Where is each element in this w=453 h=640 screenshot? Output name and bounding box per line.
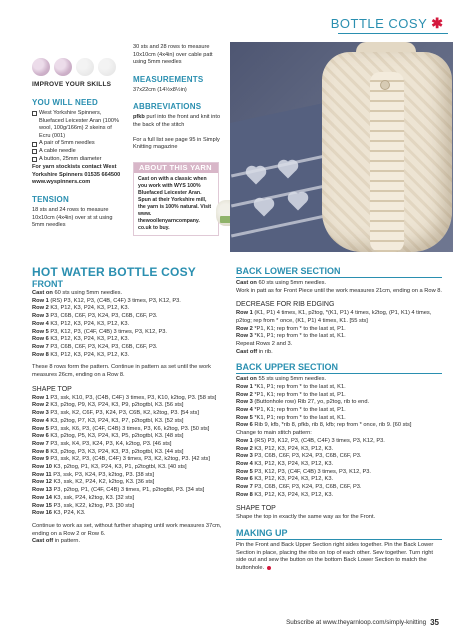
row-label: Row 12: [32, 479, 52, 486]
row-label: Row 3: [32, 313, 49, 320]
row-text: (RS) P3, K12, P3, (C4B, C4F) 3 times, P3, K12, P3.: [252, 437, 385, 444]
row-text: K3, ssk, P24, k2tog, K3. [32 sts]: [51, 494, 135, 501]
row-text: P3, C6B, C6F, P3, K24, P3, C6B, C6F, P3.: [48, 313, 158, 320]
page-footer: [286, 618, 439, 627]
about-yarn-title: ABOUT THIS YARN: [134, 163, 218, 173]
measurements-text: 37x22cm (14½x8½in): [133, 86, 187, 93]
back-upper-rows: [236, 376, 442, 430]
front-shape-title: SHAPE TOP: [32, 385, 72, 393]
pattern-row: [236, 438, 442, 446]
row-label: Row 4: [32, 320, 49, 327]
pattern-row: [32, 329, 230, 337]
subscribe-link[interactable]: Subscribe at www.theyarnloop.com/simply-knitting: [286, 619, 427, 626]
about-yarn-text: Cast on with a classic when you work with WYS 100% Bluefaced Leicester Aran. Spun at their Yorkshire mill, the yarn is 100% natural. Visit www. thewoollenyarncompany. co.uk to buy.: [138, 175, 212, 231]
pattern-row: [236, 469, 442, 477]
header-title: BOTTLE COSY: [330, 15, 428, 31]
pattern-row: [236, 461, 442, 469]
pattern-row: [32, 426, 230, 434]
page-number: 35: [430, 618, 439, 627]
row-label: Row 8: [32, 351, 49, 358]
pattern-row: [32, 441, 230, 449]
row-text: P3, ssk, K22, k2tog, P3. [30 sts]: [51, 502, 135, 509]
row-label: Row 2: [32, 402, 49, 409]
checkbox-icon: [32, 111, 37, 116]
need-item-text: West Yorkshire Spinners, Bluefaced Leicester Aran (100% wool, 100g/166m) 2 skeins of Ecru (001): [39, 110, 119, 139]
pattern-row: [236, 453, 442, 461]
row-text: K3, p2tog, P7, K3, P24, K3, P7, p2togtbl, K3. [52 sts]: [48, 417, 184, 424]
abbreviation-pfkb: pfkb purl into the front and knit into the back of the stitch: [133, 114, 221, 128]
row-label: Row 1: [32, 297, 49, 304]
pattern-row: [32, 395, 230, 403]
row-text: P3, ssk, K2, P3, (C4B, C4F) 3 times, P3, K2, k2tog, P3. [42 sts]: [48, 456, 210, 463]
row-label: Row 15: [32, 502, 52, 509]
pattern-row: [236, 492, 442, 500]
row-label: Row 2: [236, 325, 253, 332]
skill-dot-icon: [54, 58, 72, 76]
pattern-row: [32, 487, 230, 495]
back-column: [236, 266, 442, 573]
button-icon: [380, 80, 390, 90]
row-text: K3, P12, K3, P24, K3, P12, K3.: [48, 336, 130, 343]
pattern-row: [236, 384, 442, 392]
middle-column: [133, 44, 225, 236]
pattern-row: [236, 446, 442, 454]
back-upper-pattern-rows: [236, 438, 442, 500]
row-text: K3, P12, K3, P24, K3, P12, K3.: [252, 476, 334, 483]
row-label: Cast on: [236, 279, 257, 286]
pattern-row: [236, 476, 442, 484]
pattern-row: [32, 464, 230, 472]
row-label: Row 3: [32, 410, 49, 417]
pattern-row: [236, 310, 442, 325]
pattern-row: [236, 422, 442, 430]
row-text: (Buttonhole row) Rib 27, yo, p2tog, rib to end.: [252, 399, 370, 406]
row-text: K3, P12, K3, P24, K3, P12, K3.: [252, 460, 334, 467]
need-item-text: A cable needle: [39, 147, 76, 154]
back-upper-title: BACK UPPER SECTION: [236, 362, 339, 373]
pattern-row: [32, 433, 230, 441]
need-title: YOU WILL NEED: [32, 98, 99, 107]
back-lower-work-text: Work in patt as for Front Piece until the work measures 21cm, ending on a Row 8.: [236, 287, 443, 294]
decrease-title: DECREASE FOR RIB EDGING: [236, 301, 335, 309]
row-text: K3, p2tog, P5, K3, P24, K3, P5, p2togtbl, K3. [48 sts]: [48, 433, 184, 440]
skill-dot-icon: [98, 58, 116, 76]
row-text: K3, P12, K3, P24, K3, P12, K3.: [48, 320, 130, 327]
pattern-row: [32, 305, 230, 313]
row-text: 60 sts using 5mm needles.: [52, 290, 123, 296]
pattern-row: [32, 298, 230, 306]
row-text: K3, ssk, K2, P24, K2, k2tog, K3. [36 sts]: [51, 479, 155, 486]
row-label: Row 4: [236, 460, 253, 467]
pattern-row: [32, 352, 230, 360]
row-label: Row 1: [236, 310, 253, 317]
section-rule: [236, 277, 442, 278]
back-lower-cast-off: Cast off in rib.: [236, 348, 273, 355]
need-item: [32, 140, 124, 148]
pattern-row: [32, 321, 230, 329]
about-yarn-box: [133, 162, 219, 236]
pattern-row: [236, 326, 442, 334]
row-label: Row 5: [236, 414, 253, 421]
row-label: Row 4: [32, 417, 49, 424]
back-lower-rows: [236, 280, 442, 288]
row-text: (K1, P1) 4 times, K1, p2tog, *(K1, P1) 4 times, k2tog, (P1, K1) 4 times, p2tog; rep from * once, (K1, P1) 4 times, K1. [55 sts]: [236, 310, 432, 324]
making-up-text: Pin the Front and Back Upper Section right sides together. Pin the Back Lower Section in place, placing the ribs on top of each other. Sew together. Turn right side out and sew the button on the bottom Back Lower Section to match the buttonhole.: [236, 541, 434, 572]
row-label: Row 6: [32, 433, 49, 440]
row-text: 60 sts using 5mm needles.: [256, 279, 327, 286]
skills-level: [32, 58, 124, 88]
star-icon: ✱: [431, 14, 443, 31]
row-text: K3, p2tog, P1, K3, P24, K3, P1, p2togtbl, K3. [40 sts]: [51, 464, 187, 471]
pattern-row: [32, 503, 230, 511]
checkbox-icon: [32, 142, 37, 147]
pattern-row: [32, 472, 230, 480]
row-label: Row 5: [32, 425, 49, 432]
row-label: Row 16: [32, 510, 52, 517]
tension-title: TENSION: [32, 194, 69, 204]
pattern-row: [32, 410, 230, 418]
full-list-note: For a full list see page 95 in Simply Knitting magazine: [133, 136, 220, 151]
pattern-row: [236, 280, 442, 288]
row-text: K3, p2tog, P9, K3, P24, K3, P9, p2togtbl, K3. [56 sts]: [48, 402, 184, 409]
row-text: P3, C6B, C6F, P3, K24, P3, C6B, C6F, P3.: [252, 453, 362, 460]
row-label: Row 6: [236, 422, 253, 429]
checkbox-icon: [32, 149, 37, 154]
row-label: Row 8: [236, 491, 253, 498]
row-label: Row 8: [32, 448, 49, 455]
back-lower-repeat: Repeat Rows 2 and 3.: [236, 341, 293, 348]
row-text: P3, C6B, C6F, P3, K24, P3, C6B, C6F, P3.: [48, 343, 158, 350]
end-mark-icon: [267, 566, 271, 570]
row-text: *K1, P1; rep from * to the last st, K1.: [252, 414, 346, 421]
row-text: P3, K12, P3, (C4F, C4B) 3 times, P3, K12, P3.: [48, 328, 167, 335]
pattern-row: [236, 376, 442, 384]
row-label: Cast on: [236, 376, 257, 383]
row-label: Row 6: [236, 476, 253, 483]
pattern-row: [32, 449, 230, 457]
row-label: Row 1: [236, 437, 253, 444]
front-title-block: [32, 266, 232, 289]
checkbox-icon: [32, 157, 37, 162]
row-text: *P1, K1; rep from * to the last st, P1.: [252, 325, 346, 332]
pattern-row: [236, 399, 442, 407]
row-label: Row 6: [32, 336, 49, 343]
row-text: (RS) P3, K12, P3, (C4B, C4F) 3 times, P3, K12, P3.: [48, 297, 181, 304]
need-item-text: A pair of 5mm needles: [39, 140, 95, 147]
row-label: Row 14: [32, 494, 52, 501]
row-text: P3, p2tog, P1, (C4F, C4B) 3 times, P1, p2togtbl, P3. [34 sts]: [51, 487, 205, 494]
row-text: P3, ssk, K10, P3, (C4B, C4F) 3 times, P3, K10, k2tog, P3. [58 sts]: [48, 394, 217, 401]
pattern-row: [32, 495, 230, 503]
pattern-row: [32, 479, 230, 487]
front-subtitle: FRONT: [32, 279, 63, 289]
pattern-row: [32, 418, 230, 426]
front-repeat-text: These 8 rows form the pattern. Continue in pattern as set until the work measures 26cm, ending on a Row 8.: [32, 364, 211, 379]
pattern-title: HOT WATER BOTTLE COSY: [32, 265, 196, 279]
skill-dot-icon: [32, 58, 50, 76]
row-label: Row 3: [236, 453, 253, 460]
row-label: Row 13: [32, 487, 52, 494]
making-up-title: MAKING UP: [236, 528, 288, 539]
skill-dot-icon: [76, 58, 94, 76]
header-rule: [338, 33, 448, 34]
row-text: P3, C6B, C6F, P3, K24, P3, C6B, C6F, P3.: [252, 484, 362, 491]
row-label: Row 3: [236, 399, 253, 406]
tension-text: 18 sts and 24 rows to measure 10x10cm (4x4in) over st st using 5mm needles: [32, 206, 113, 229]
row-text: K3, P24, K3.: [51, 510, 86, 517]
row-label: Row 7: [32, 343, 49, 350]
front-intro-rows: [32, 290, 230, 359]
row-label: Row 10: [32, 464, 52, 471]
row-label: Row 2: [32, 305, 49, 312]
decrease-rows: [236, 310, 442, 341]
row-text: K3, p2tog, P3, K3, P24, K3, P3, p2togtbl, K3. [44 sts]: [48, 448, 184, 455]
row-text: K3, P12, K3, P24, K3, P12, K3.: [252, 491, 334, 498]
pattern-row: [236, 333, 442, 341]
skill-dots: [32, 58, 124, 76]
row-text: P3, ssk, P3, K24, P3, k2tog, P3. [38 sts]: [51, 471, 155, 478]
back-shape-text: Shape the top in exactly the same way as for the Front.: [236, 514, 376, 521]
need-list: [32, 110, 124, 163]
skills-label: IMPROVE YOUR SKILLS: [32, 81, 112, 88]
row-label: Row 5: [236, 468, 253, 475]
front-shape-rows: [32, 395, 230, 518]
pattern-row: [236, 484, 442, 492]
row-label: Row 7: [236, 484, 253, 491]
abbreviations-title: ABBREVIATIONS: [133, 102, 202, 112]
pattern-row: [32, 510, 230, 518]
row-label: Row 3: [236, 333, 253, 340]
row-label: Row 9: [32, 456, 49, 463]
row-label: Row 4: [236, 407, 253, 414]
tension-continued: 30 sts and 28 rows to measure 10x10cm (4x4in) over cable patt using 5mm needles: [133, 44, 213, 66]
pattern-row: [32, 344, 230, 352]
row-label: Row 5: [32, 328, 49, 335]
row-label: Row 7: [32, 440, 49, 447]
pattern-row: [32, 313, 230, 321]
row-text: K3, P12, K3, P24, K3, P12, K3.: [48, 351, 130, 358]
row-label: Row 1: [236, 383, 253, 390]
row-text: Rib 9, kfb, *rib 8, pfkb, rib 8, kfb; rep from * once, rib 9. [60 sts]: [252, 422, 412, 429]
measurements-title: MEASUREMENTS: [133, 74, 204, 84]
pattern-row: [32, 290, 230, 298]
back-lower-title: BACK LOWER SECTION: [236, 266, 341, 276]
row-text: K3, P12, K3, P24, K3, P12, K3.: [252, 445, 334, 452]
row-label: Row 2: [236, 445, 253, 452]
left-column: [32, 98, 124, 230]
row-label: Row 2: [236, 391, 253, 398]
front-continue-text: Continue to work as set, without further shaping until work measures 37cm, ending on a Row 2 or Row 6.: [32, 522, 222, 537]
back-shape-title: SHAPE TOP: [236, 505, 276, 513]
row-label: Cast on: [32, 290, 53, 296]
product-photo: [230, 42, 453, 252]
row-label: Row 1: [32, 394, 49, 401]
pattern-row: [32, 336, 230, 344]
row-text: 55 sts using 5mm needles.: [256, 376, 327, 383]
change-pattern-text: Change to main stitch pattern:: [236, 430, 312, 437]
need-item: [32, 156, 124, 164]
pattern-row: [236, 415, 442, 423]
row-text: *K1, P1; rep from * to the last st, K1.: [252, 383, 346, 390]
cable-pattern-image: [370, 72, 404, 252]
pattern-row: [32, 456, 230, 464]
row-text: *P1, K1; rep from * to the last st, P1.: [252, 391, 346, 398]
row-text: P3, ssk, K6, P3, (C4F, C4B) 3 times, P3, K6, k2tog, P3. [50 sts]: [48, 425, 210, 432]
stockists: For yarn stockists contact West Yorkshire Spinners 01535 664500 www.wyspinners.com: [32, 164, 121, 186]
front-cast-off: Cast off in pattern.: [32, 538, 81, 545]
pattern-row: [236, 407, 442, 415]
need-item-text: A button, 25mm diameter: [39, 155, 102, 162]
row-label: Row 11: [32, 471, 52, 478]
row-text: P3, ssk, K4, P3, K24, P3, K4, k2tog, P3. [46 sts]: [48, 440, 172, 447]
pattern-row: [236, 392, 442, 400]
pattern-row: [32, 402, 230, 410]
row-text: *K1, P1; rep from * to the last st, K1.: [252, 333, 346, 340]
section-header: [331, 14, 443, 32]
section-rule: [236, 373, 442, 374]
front-column: [32, 290, 230, 546]
row-text: P3, ssk, K2, C6F, P3, K24, P3, C6B, K2, k2tog, P3. [54 sts]: [48, 410, 199, 417]
need-item: [32, 148, 124, 156]
need-item: [32, 110, 124, 140]
section-rule: [236, 539, 442, 540]
row-text: K3, P12, K3, P24, K3, P12, K3.: [48, 305, 130, 312]
row-text: *P1, K1; rep from * to the last st, P1.: [252, 407, 346, 414]
row-text: P3, K12, P3, (C4F, C4B) 3 times, P3, K12, P3.: [252, 468, 371, 475]
